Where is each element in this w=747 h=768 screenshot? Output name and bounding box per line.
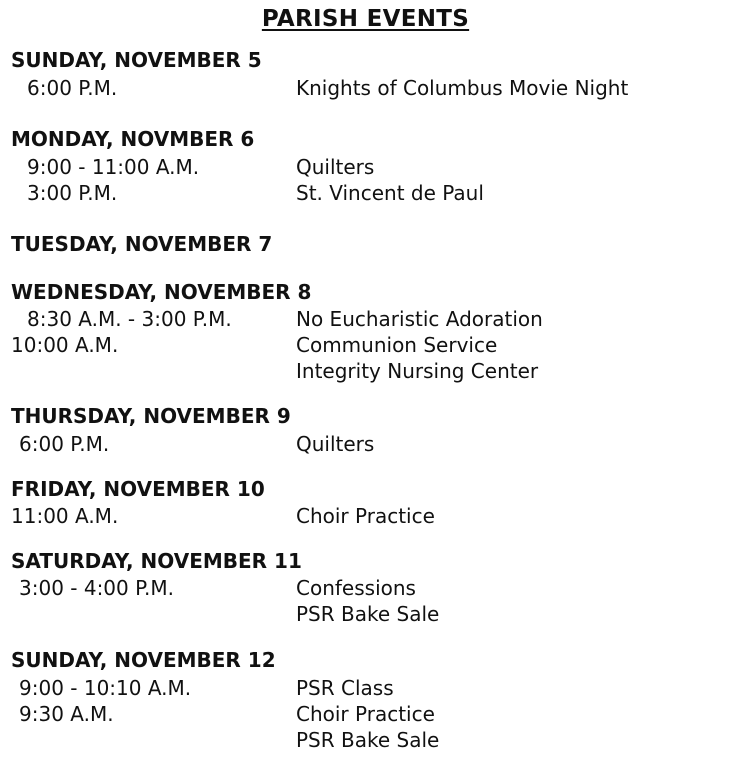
event-time: 8:30 A.M. - 3:00 P.M. [27,307,232,331]
event-title: PSR Bake Sale [296,602,440,626]
event-time: 9:30 A.M. [19,702,114,726]
event-title: Quilters [296,155,375,179]
event-time: 6:00 P.M. [19,432,110,456]
day-heading: SUNDAY, NOVEMBER 12 [11,648,276,672]
event-title: No Eucharistic Adoration [296,307,543,331]
event-title: Integrity Nursing Center [296,359,539,383]
event-title: PSR Class [296,676,394,700]
event-title: Confessions [296,576,416,600]
event-title: Quilters [296,432,375,456]
event-time: 3:00 P.M. [27,181,118,205]
day-heading: FRIDAY, NOVEMBER 10 [11,477,265,501]
day-heading: THURSDAY, NOVEMBER 9 [11,404,291,428]
page-title: PARISH EVENTS [261,6,470,32]
event-title: PSR Bake Sale [296,728,440,752]
event-time: 3:00 - 4:00 P.M. [19,576,175,600]
event-title: Communion Service [296,333,498,357]
event-time: 9:00 - 10:10 A.M. [19,676,192,700]
day-heading: SATURDAY, NOVEMBER 11 [11,549,302,573]
event-title: Choir Practice [296,702,435,726]
event-title: Knights of Columbus Movie Night [296,76,629,100]
day-heading: TUESDAY, NOVEMBER 7 [11,232,273,256]
day-heading: SUNDAY, NOVEMBER 5 [11,48,262,72]
day-heading: WEDNESDAY, NOVEMBER 8 [11,280,312,304]
event-time: 10:00 A.M. [11,333,119,357]
day-heading: MONDAY, NOVMBER 6 [11,127,255,151]
event-title: Choir Practice [296,504,435,528]
event-time: 6:00 P.M. [27,76,118,100]
event-time: 9:00 - 11:00 A.M. [27,155,200,179]
event-time: 11:00 A.M. [11,504,119,528]
event-title: St. Vincent de Paul [296,181,484,205]
